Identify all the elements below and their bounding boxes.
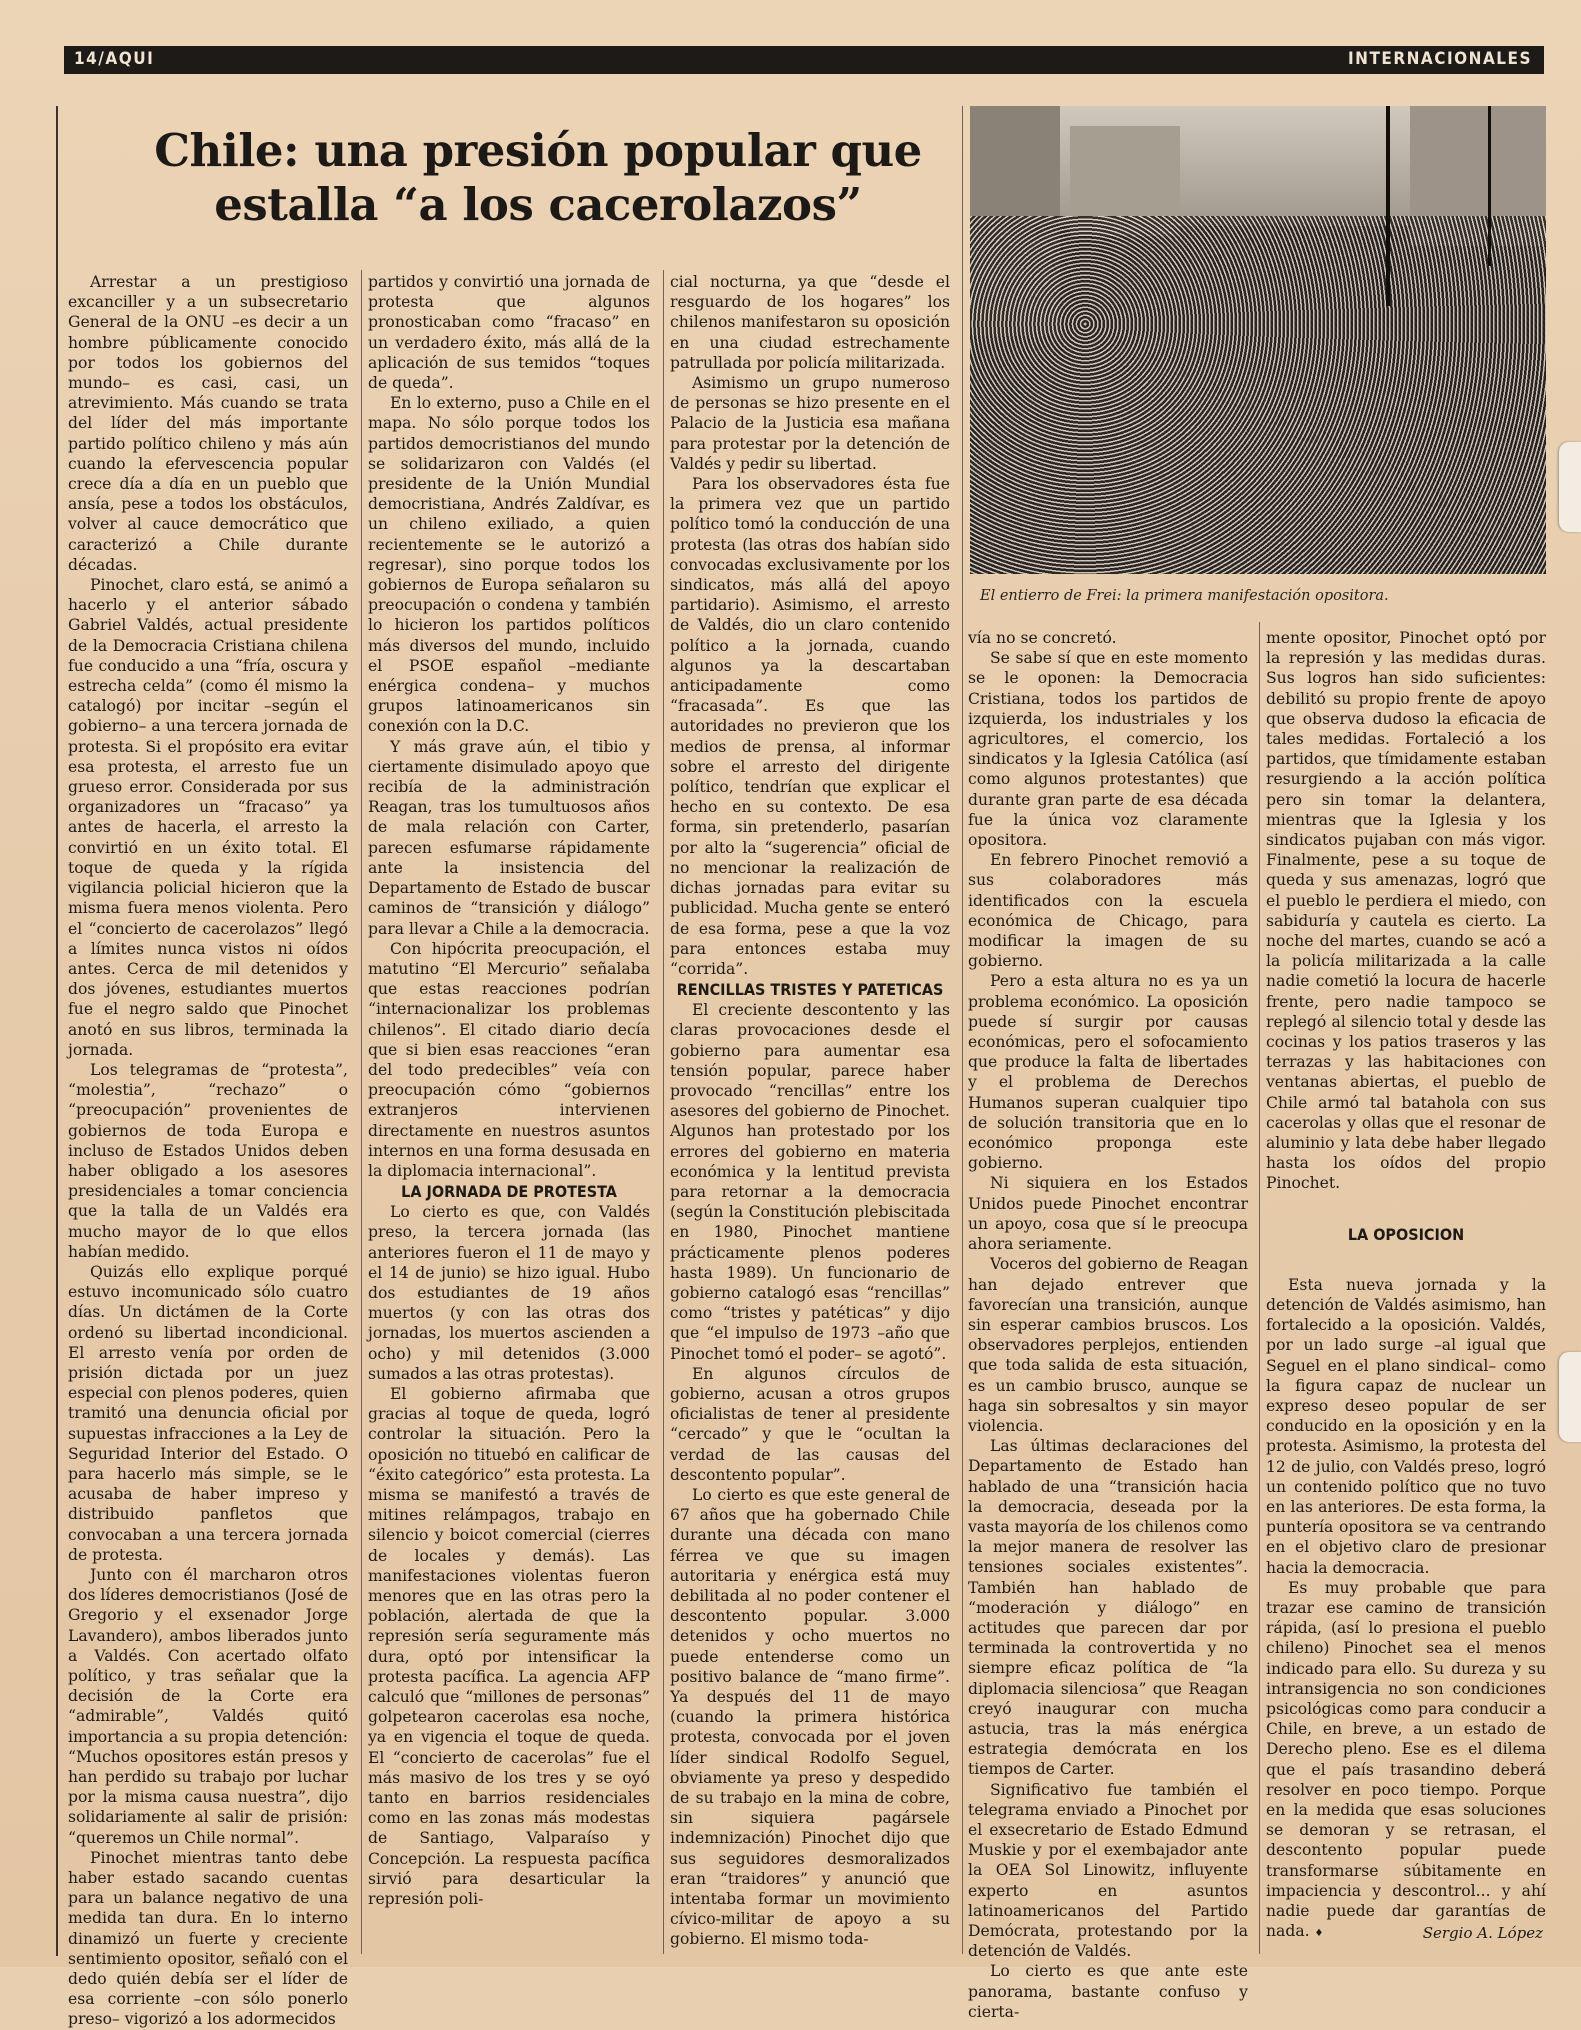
paragraph: Voceros del gobierno de Reagan han dejado entrever que favorecían una transición, aunque sin esperar cambios bruscos. Los observadores perplejos, entienden que toda salida de esta situación, es un cambio brusco, aunque se haga sin sobresaltos y sin mayor violencia. [968,1255,1248,1435]
headline-line-1: Chile: una presión popular que [154,124,922,177]
funeral-crowd-photo [970,106,1546,574]
column-rule [962,106,963,1954]
paragraph: Lo cierto es que, con Valdés preso, la tercera jornada (las anteriores fueron el 11 de mayo y el 14 de junio) se hizo igual. Hubo dos estudiantes de 19 años muertos (y con las otras dos jornadas, los muertos ascienden a ocho) y mil detenidos (3.000 sumados a las otras protestas). [368,1203,650,1383]
paragraph: Esta nueva jornada y la detención de Valdés asimismo, han fortalecido a la oposición. Valdés, por un lado surge –al igual que Seguel en el plano sindical– como la figura capaz de nuclear un expreso deseo popular de ser conducido en la oposición y en la protesta. Asimismo, la protesta del 12 de julio, con Valdés preso, logró un contenido político que no tuvo en las anteriores. De esta forma, la puntería opositora se va centrando en el objetivo claro de presionar hacia la democracia. [1266,1275,1546,1577]
paragraph: Pinochet mientras tanto debe haber estado sacando cuentas para un balance negativo de una medida tan dura. En lo interno dinamizó un fuerte y creciente sentimiento opositor, señaló con el dedo quién debía ser el líder de esa corriente –con sólo ponerlo preso– vigorizó a los adormecidos [68,1848,348,2029]
paragraph: vía no se concretó. [968,629,1117,647]
paragraph: Los telegramas de “protesta”, “molestia”, “rechazo” o “preocupación” provenientes de gobiernos de toda Europa e incluso de Estados Unidos deben haber obligado a los asesores presidenciales a tomar conciencia que la talla de un Valdés era mucho mayor de lo que ellos habían medido. [68,1060,348,1261]
article-headline [138,124,938,232]
page-header-bar [64,46,1544,74]
article-column-2 [368,272,650,1909]
subhead-jornada: LA JORNADA DE PROTESTA [401,1182,617,1202]
subhead-oposicion: LA OPOSICION [1347,1224,1465,1244]
paragraph: Para los observadores ésta fue la primera vez que un partido político tomó la conducción de una protesta (las otras dos habían sido convocadas exclusivamente por los sindicatos, más allá del apoyo partidario). Asimismo, el arresto de Valdés, dio un claro contenido político a la jornada, cuando algunos ya la descartaban anticipadamente como “fracasada”. Es que las autoridades no previeron que los medios de prensa, al informar sobre el arresto del dirigente político, tendrían que explicar el hecho en su contexto. De esa forma, sin pretenderlo, pasarían por alto la “sugerencia” oficial de no mencionar la realización de dichas jornadas para evitar su publicidad. Mucha gente se enteró de esa forma, pese a que la voz para entonces estaba muy “corrida”. [670,475,950,978]
paragraph: Pinochet, claro está, se animó a hacerlo y el anterior sábado Gabriel Valdés, actual presidente de la Democracia Cristiana chilena fue conducido a una “fría, oscura y estrecha celda” (como él mismo la catalogó) por incitar –según el gobierno– a una tercera jornada de protesta. Si el propósito era evitar esa protesta, el arresto fue un grueso error. Considerada por sus organizadores un “fracaso” ya antes de hacerla, el arresto la convirtió en un éxito total. El toque de queda y la rígida vigilancia policial hicieron que la misma fuera menos violenta. Pero el “concierto de cacerolazos” llegó a límites nunca vistos ni oídos antes. Cerca de mil detenidos y dos jóvenes, estudiantes muertos fue el negro saldo que Pinochet anotó en sus libros, terminada la jornada. [68,576,348,1059]
column-rule [361,270,362,1954]
paragraph: Junto con él marcharon otros dos líderes democristianos (José de Gregorio y el exsenador Jorge Lavandero), ambos liberados junto a Valdés. Con acertado olfato político, y tras señalar que la decisión de la Corte era “admirable”, Valdés quitó importancia a su propia detención: “Muchos opositores están presos y han perdido su trabajo por luchar por la misma causa nuestra”, dijo solidariamente al salir de prisión: “queremos un Chile normal”. [68,1566,348,1847]
left-margin-rule [56,106,58,1956]
paragraph: Se sabe sí que en este momento se le oponen: la Democracia Cristiana, todos los partidos de izquierda, los industriales y los agricultores, el comercio, los sindicatos y la Iglesia Católica (así como algunos protestantes) que durante gran parte de esa década fue la única voz claramente opositora. [968,649,1248,850]
page-number: 14/AQUI [74,49,155,69]
paragraph: Ni siquiera en los Estados Unidos puede Pinochet encontrar un apoyo, cosa que sí le preocupa ahora seriamente. [968,1174,1248,1254]
subhead-rencillas: RENCILLAS TRISTES Y PATETICAS [676,980,944,1000]
paragraph: El gobierno afirmaba que gracias al toque de queda, logró controlar la situación. Pero la oposición no tituebó en calificar de “éxito categórico” esta protesta. La misma se manifestó a través de mitines relámpagos, trabajo en silencio y boicot comercial (cierres de locales y demás). Las manifestaciones violentas fueron menores que en las otras pero la población, alertada de que la represión sería seguramente más dura, optó por intensificar la protesta pacífica. La agencia AFP calculó que “millones de personas” golpetearon cacerolas esa noche, ya en vigencia el toque de queda. El “concierto de cacerolas” fue el más masivo de los tres y se oyó tanto en barrios residenciales como en las zonas más modestas de Santiago, Valparaíso y Concepción. La respuesta pacífica sirvió para desarticular la represión poli- [368,1384,650,1909]
paragraph: Lo cierto es que ante este panorama, bastante confuso y cierta- [968,1962,1248,2021]
paragraph: Y más grave aún, el tibio y ciertamente disimulado apoyo que recibía de la administración Reagan, tras los tumultuosos años de mala relación con Carter, parecen esfumarse rápidamente ante la insistencia del Departamento de Estado de buscar caminos de “transición y diálogo” para llevar a Chile a la democracia. [368,737,650,938]
paragraph [1266,1578,1546,1945]
paragraph: Con hipócrita preocupación, el matutino “El Mercurio” señalaba que estas reacciones podrían “internacionalizar los problemas chilenos”. El citado diario decía que si bien esas reacciones “eran del todo predecibles” veía con preocupación cómo “gobiernos extranjeros intervienen directamente en nuestros asuntos internos en una forma desusada en la diplomacia internacional”. [368,939,650,1180]
article-column-5 [1266,628,1546,1944]
section-name: INTERNACIONALES [1347,49,1532,69]
paragraph: El creciente descontento y las claras provocaciones desde el gobierno para aumentar esa tensión popular, parece haber provocado “rencillas” entre los asesores del gobierno de Pinochet. Algunos han protestado por los errores del gobierno en materia económica y la lentitud prevista para retornar a la democracia (según la Constitución plebiscitada en 1980, Pinochet mantiene prácticamente plenos poderes hasta 1989). Un funcionario de gobierno catalogó esas “rencillas” como “tristes y patéticas” y dijo que “el impulso de 1973 –año que Pinochet tomó el poder– se agotó”. [670,1001,950,1363]
photo-caption: El entierro de Frei: la primera manifestación opositora. [980,588,1389,604]
author-signature: Sergio A. López [1422,1924,1543,1942]
article-column-4 [968,628,1248,2022]
page-tab [1559,1352,1581,1442]
column-rule [663,270,664,1954]
paragraph: mente opositor, Pinochet optó por la represión y las medidas duras. Sus logros han sido suficientes: debilitó su propio frente de apoyo que observa dudoso la eficacia de tales medidas. Fortaleció a los partidos, que tímidamente estaban resurgiendo a la acción política pero sin tomar la delantera, mientras que la Iglesia y los sindicatos pujaban con más vigor. Finalmente, pese a su toque de queda y sus amenazas, logró que el pueblo le perdiera el miedo, con sabiduría y cautela es cierto. La noche del martes, cuando se acó a la policía militarizada a la calle nadie cometió la locura de hacerle frente, pero nadie tampoco se replegó al silencio total y desde las cocinas y los patios traseros y las terrazas y las habitaciones con ventanas abiertas, el pueblo de Chile armó tal batahola con sus cacerolas y ollas que el resonar de aluminio y lata debe haber llegado hasta los oídos del propio Pinochet. [1266,629,1546,1193]
paragraph: Asimismo un grupo numeroso de personas se hizo presente en el Palacio de la Justicia esa mañana para protestar por la detención de Valdés y pedir su libertad. [670,374,950,473]
paragraph: En febrero Pinochet removió a sus colaboradores más identificados con la escuela económica de Chicago, para modificar la imagen de su gobierno. [968,851,1248,971]
article-column-3 [670,272,950,1950]
paragraph: partidos y convirtió una jornada de protesta que algunos pronosticaban como “fracaso” en un verdadero éxito, más allá de la aplicación de sus temidos “toques de queda”. [368,273,650,393]
article-column-1 [68,272,348,2030]
paragraph: Arrestar a un prestigioso excanciller y a un subsecretario General de la ONU –es decir a un hombre públicamente conocido por todos los gobiernos del mundo– es casi, casi, un atrevimiento. Más cuando se trata del líder del más importante partido político chileno y más aún cuando la efervescencia popular crece día a día en un pueblo que ansía, pese a todos los obstáculos, volver al cauce democrático que caracterizó a Chile durante décadas. [68,273,348,574]
paragraph: Pero a esta altura no es ya un problema económico. La oposición puede sí surgir por causas económicas, pero el sofocamiento que produce la falta de libertades y el problema de Derechos Humanos superan cualquier tipo de solución transitoria que en lo económico proponga este gobierno. [968,972,1248,1173]
end-mark-icon: ♦ [1314,1928,1324,1940]
paragraph: Las últimas declaraciones del Departamento de Estado han hablado de una “transición hacia la democracia, deseada por la vasta mayoría de los chilenos como la mejor manera de resolver las tensiones sociales existentes”. También han hablado de “moderación y diálogo” en actitudes que parecen dar por terminada la controvertida y no siempre eficaz política de “la diplomacia silenciosa” que Reagan creyó inaugurar con mucha astucia, tras la más enérgica estrategia demócrata en los tiempos de Carter. [968,1437,1248,1779]
paragraph: Significativo fue también el telegrama enviado a Pinochet por el exsecretario de Estado Edmund Muskie y por el exembajador ante la OEA Sol Linowitz, influyente experto en asuntos latinoamericanos del Partido Demócrata, protestando por la detención de Valdés. [968,1780,1248,1961]
page-tab [1559,442,1581,532]
paragraph: cial nocturna, ya que “desde el resguardo de los hogares” los chilenos manifestaron su oposición en una ciudad estrechamente patrullada por policía militarizada. [670,273,950,372]
paragraph-text: Es muy probable que para trazar ese camino de transición rápida, (así lo presiona el pueblo chileno) Pinochet sea el menos indicado para ello. Su dureza y su intransigencia no son condiciones psicológicas como para conducir a Chile, en breve, a un estado de Derecho pleno. Ese es el dilema que el país trasandino deberá resolver en poco tiempo. Porque en la medida que esas soluciones se demoran y se retrasan, el descontento popular puede transformarse súbitamente en impaciencia y descontrol... y ahí nadie puede dar garantías de nada. [1266,1578,1546,1941]
paragraph: En algunos círculos de gobierno, acusan a otros grupos oficialistas de tener al presidente “cercado” y que le “ocultan la verdad de las causas del descontento popular”. [670,1364,950,1484]
column-rule [1259,622,1260,1954]
paragraph: Quizás ello explique porqué estuvo incomunicado sólo cuatro días. Un dictámen de la Corte ordenó su libertad incondicional. El arresto venía por orden de prisión dictada por un juez especial con plenos poderes, quien tramitó una denuncia oficial por supuestas infracciones a la Ley de Seguridad Interior del Estado. O para hacerlo más simple, se le acusaba de haber impreso y distribuido panfletos que convocaban a una tercera jornada de protesta. [68,1262,348,1564]
paragraph: Lo cierto es que este general de 67 años que ha gobernado Chile durante una década con mano férrea ve que su imagen autoritaria y enérgica está muy debilitada al no poder contener el descontento popular. 3.000 detenidos y ocho muertos no puede entenderse como un positivo balance de “mano firme”. Ya después del 11 de mayo (cuando la primera histórica protesta, convocada por el joven líder sindical Rodolfo Seguel, obviamente ya preso y despedido de su trabajo en la mina de cobre, sin siquiera pagársele indemnización) Pinochet dijo que sus seguidores desmoralizados eran “traidores” y anunció que intentaba formar un movimiento cívico-militar de apoyo a su gobierno. El mismo toda- [670,1485,950,1949]
headline-line-2: estalla “a los cacerolazos” [214,178,862,231]
paragraph: En lo externo, puso a Chile en el mapa. No sólo porque todos los partidos democristianos del mundo se solidarizaron con Valdés (el presidente de la Unión Mundial democristiana, Andrés Zaldívar, es un chileno exiliado, a quien recientemente se le autorizó a regresar), sino porque todos los gobiernos de Europa señalaron su preocupación o condena y también lo hicieron los partidos políticos más diversos del mundo, incluido el PSOE español –mediante enérgica condena– y muchos grupos latinoamericanos sin conexión con la D.C. [368,394,650,736]
